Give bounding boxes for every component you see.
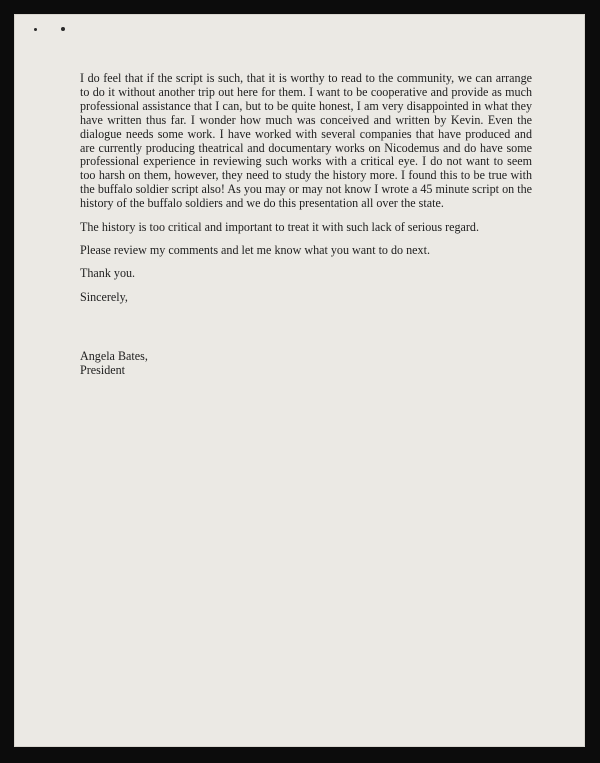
speck-mark — [34, 28, 37, 31]
paragraph-script-review: I do feel that if the script is such, that it is worthy to read to the community, we can arrange to do it without another trip out here for them. I want to be cooperative and provide as much professional assistance that I can, but to be quite honest, I am very disappointed in what they have written thus far. I wonder how much was conceived and written by Kevin. Even the dialogue needs some work. I have worked with several companies that have produced and are currently producing theatrical and documentary works on Nicodemus and do have some professional experience in reviewing such works with a critical eye. I do not want to seem too harsh on them, however, they need to study the history more. I found this to be true with the buffalo soldier script also! As you may or may not know I wrote a 45 minute script on the history of the buffalo soldiers and we do this presentation all over the state. — [80, 71, 532, 211]
signature-block — [80, 350, 532, 378]
letter-page — [14, 14, 585, 747]
speck-mark — [61, 27, 65, 31]
thank-you-line: Thank you. — [80, 266, 136, 281]
signer-name: Angela Bates, — [80, 348, 148, 363]
closing-line: Sincerely, — [80, 289, 128, 304]
paragraph-request-review: Please review my comments and let me know what you want to do next. — [80, 242, 430, 257]
paragraph-history-regard: The history is too critical and important to treat it with such lack of serious regard. — [80, 219, 479, 234]
letter-body — [80, 72, 532, 378]
signer-title: President — [80, 362, 126, 377]
